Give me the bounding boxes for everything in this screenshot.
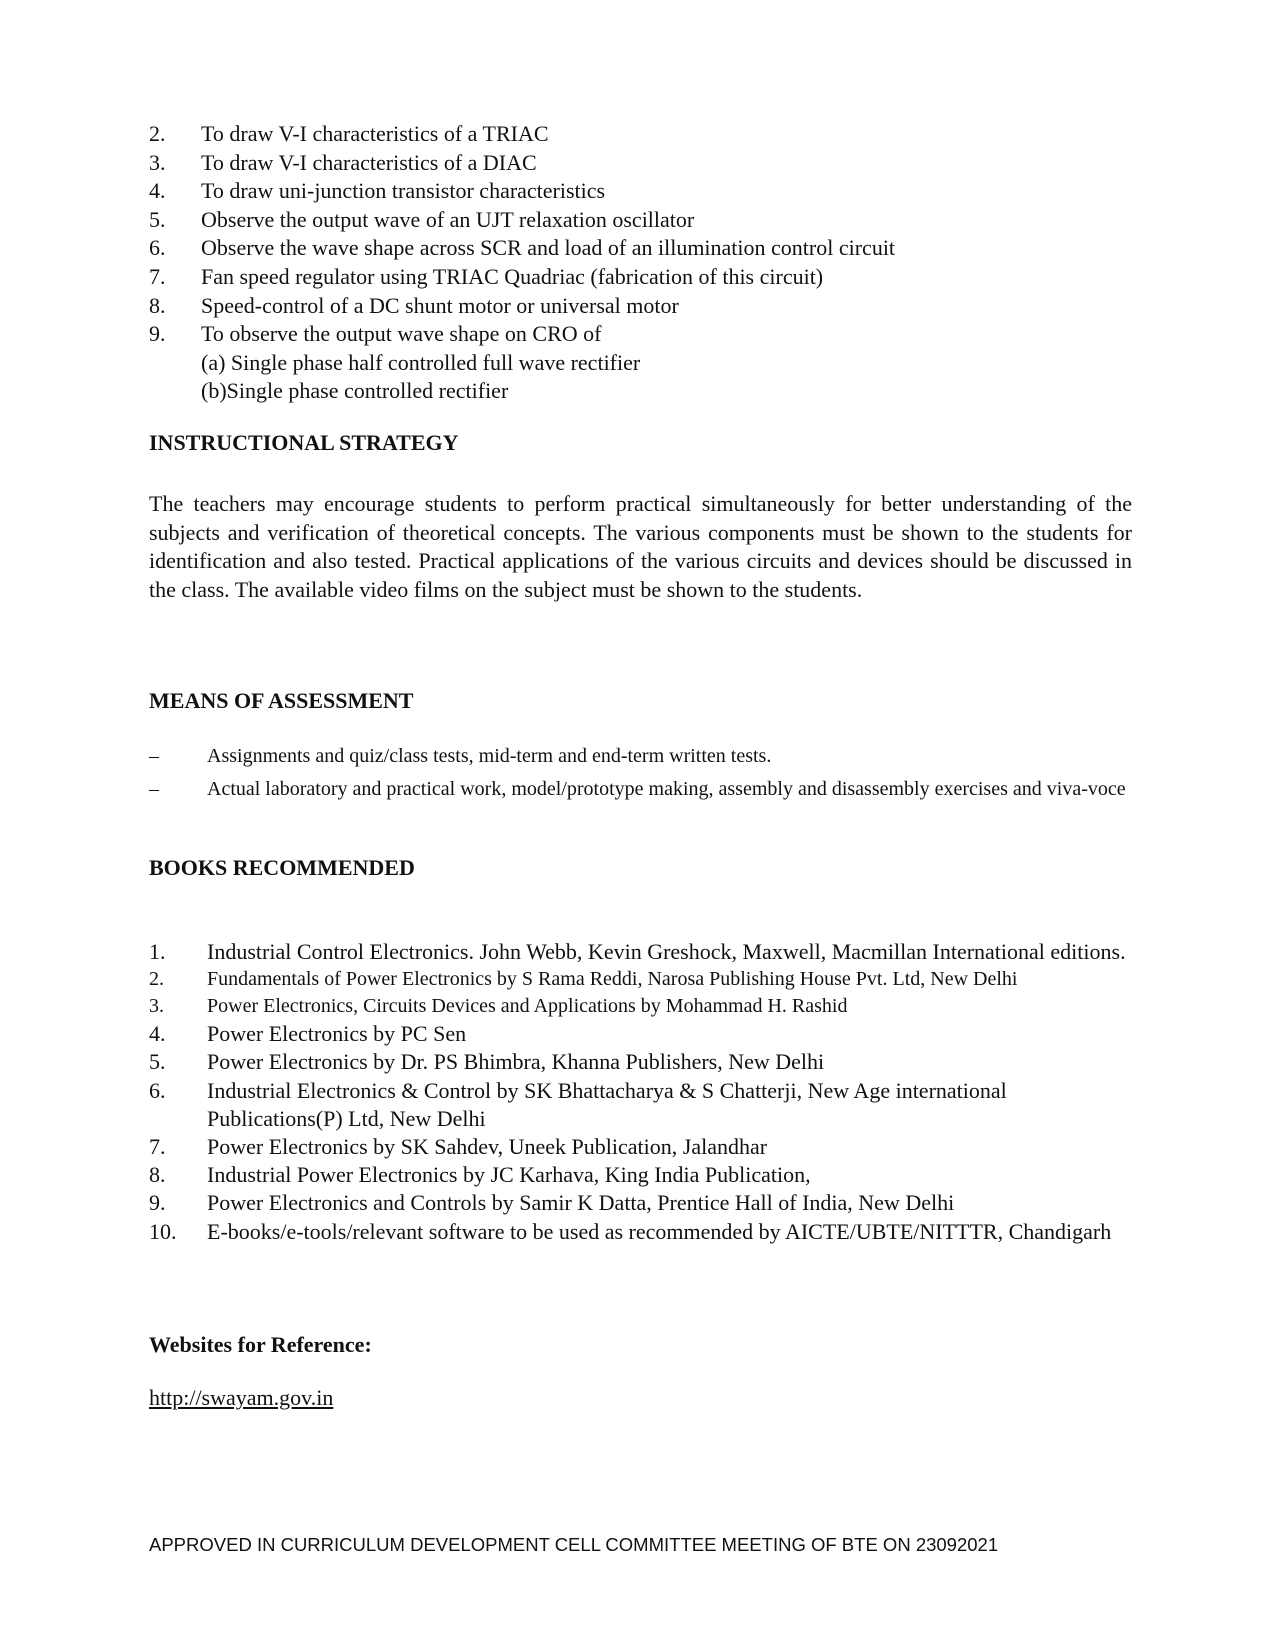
assessment-list: [149, 742, 1132, 808]
websites-heading: Websites for Reference:: [149, 1332, 372, 1357]
list-item: 4. To draw uni-junction transistor characteristics: [149, 178, 606, 204]
list-item: 5. Observe the output wave of an UJT relaxation oscillator: [149, 206, 695, 232]
instructional-strategy-heading: INSTRUCTIONAL STRATEGY: [149, 430, 459, 455]
list-item: 3. To draw V-I characteristics of a DIAC: [149, 149, 537, 175]
list-item: 10. E-books/e-tools/relevant software to be used as recommended by AICTE/UBTE/NITTTR, Chandigarh: [149, 1218, 1112, 1244]
list-item: 7. Fan speed regulator using TRIAC Quadriac (fabrication of this circuit): [149, 263, 824, 289]
list-item: 2. Fundamentals of Power Electronics by S Rama Reddi, Narosa Publishing House Pvt. Ltd, New Delhi: [149, 968, 1018, 991]
list-item: 6. Observe the wave shape across SCR and load of an illumination control circuit: [149, 235, 896, 261]
list-item: 3. Power Electronics, Circuits Devices and Applications by Mohammad H. Rashid: [149, 995, 848, 1018]
list-item: 5. Power Electronics by Dr. PS Bhimbra, Khanna Publishers, New Delhi: [149, 1049, 825, 1075]
books-list: [149, 938, 1132, 1246]
books-recommended-heading: BOOKS RECOMMENDED: [149, 855, 415, 880]
practical-list: [149, 120, 1149, 406]
list-item: 1. Industrial Control Electronics. John Webb, Kevin Greshock, Maxwell, Macmillan International editions.: [149, 939, 1126, 964]
list-item: 9. To observe the output wave shape on CRO of: [149, 321, 602, 347]
list-item: 8. Speed-control of a DC shunt motor or universal motor: [149, 292, 679, 318]
list-item: – Actual laboratory and practical work, model/prototype making, assembly and disassembly exercises and viva-voce: [149, 778, 1126, 800]
list-item: 4. Power Electronics by PC Sen: [149, 1021, 467, 1047]
list-item: – Assignments and quiz/class tests, mid-term and end-term written tests.: [149, 745, 772, 767]
list-item: 6. Industrial Electronics & Control by SK Bhattacharya & S Chatterji, New Age international Publications(P) Ltd, New Delhi: [149, 1077, 1007, 1131]
means-of-assessment-heading: MEANS OF ASSESSMENT: [149, 688, 414, 713]
list-item: 9. Power Electronics and Controls by Samir K Datta, Prentice Hall of India, New Delhi: [149, 1190, 955, 1216]
list-subitem: (b)Single phase controlled rectifier: [201, 378, 509, 404]
approval-footer: APPROVED IN CURRICULUM DEVELOPMENT CELL COMMITTEE MEETING OF BTE ON 23092021: [149, 1534, 999, 1555]
list-item: 7. Power Electronics by SK Sahdev, Uneek Publication, Jalandhar: [149, 1134, 768, 1160]
list-item: 8. Industrial Power Electronics by JC Karhava, King India Publication,: [149, 1162, 811, 1188]
instructional-strategy-text: The teachers may encourage students to perform practical simultaneously for better understanding of the subjects and verification of theoretical concepts. The various components must be shown to the students for identification and also tested. Practical applications of the various circuits and devices should be discussed in the class. The available video films on the subject must be shown to the students.: [149, 491, 1132, 602]
list-subitem: (a) Single phase half controlled full wave rectifier: [201, 349, 641, 375]
list-item: 2. To draw V-I characteristics of a TRIAC: [149, 121, 549, 146]
swayam-link[interactable]: http://swayam.gov.in: [149, 1385, 334, 1410]
